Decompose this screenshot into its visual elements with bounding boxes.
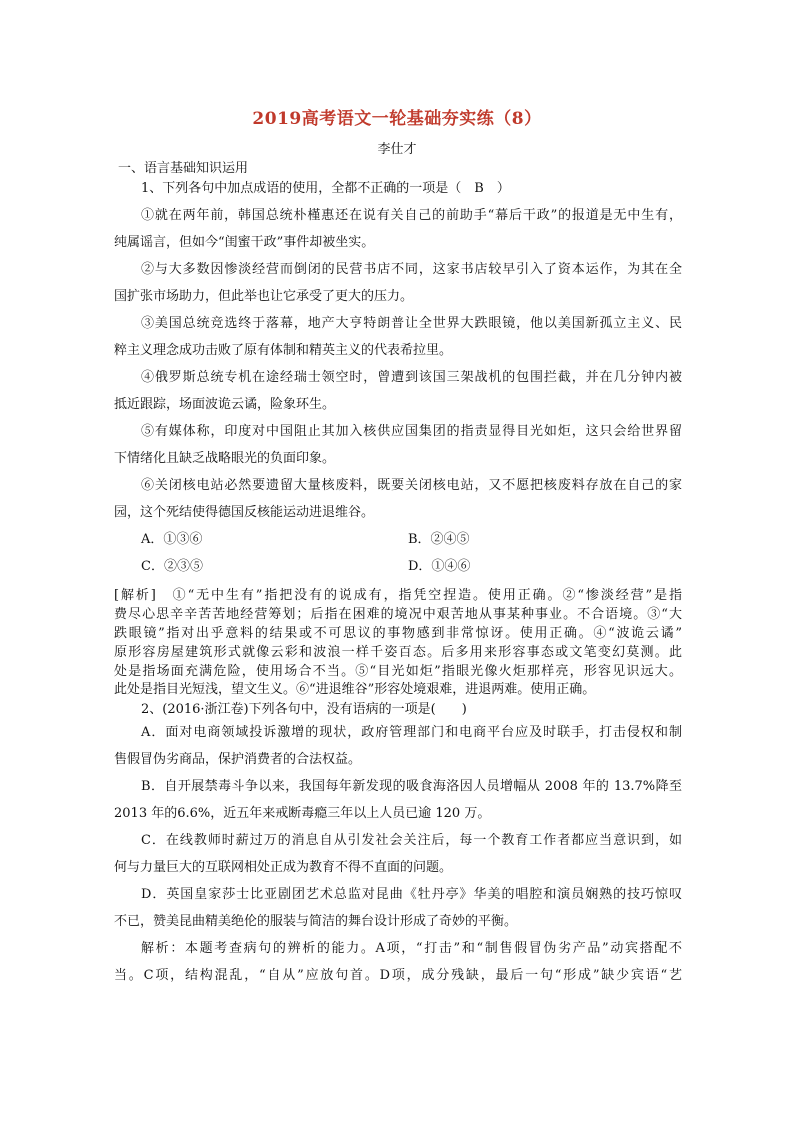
options-row-2 [141,553,682,580]
question-1-stem: 1、下列各句中加点成语的使用，全都不正确的一项是（ B ） [141,181,510,196]
question-1-item: ③美国总统竞选终于落幕，地产大亨特朗普让全世界大跌眼镜，他以美国新孤立主义、民 粹主义理念成功击败了原有体制和精英主义的代表希拉里。 [114,316,682,358]
question-1-item: ②与大多数因惨淡经营而倒闭的民营书店不同，这家书店较早引入了资本运作，为其在全 国扩张市场助力，但此举也让它承受了更大的压力。 [114,262,682,304]
question-2-analysis: 解析：本题考查病句的辨析的能力。A项，“打击”和“制售假冒伪劣产品”动宾搭配不 当。C项，结构混乱，“自从”应放句首。D项，成分残缺，最后一句“形成”缺少宾语“艺 [114,941,682,983]
option-b: B．②④⑤ [408,532,470,547]
question-1-item: ④俄罗斯总统专机在途经瑞士领空时，曾遭到该国三架战机的包围拦截，并在几分钟内被 抵近跟踪，场面波诡云谲，险象环生。 [114,370,682,412]
question-2-stem: 2、(2016·浙江卷)下列各句中，没有语病的一项是( ) [141,702,467,717]
question-2-option: B．自开展禁毒斗争以来，我国每年新发现的吸食海洛因人员增幅从 2008 年的 13.7%降至 2013 年的6.6%，近五年来戒断毒瘾三年以上人员已逾 120 万。 [114,779,682,821]
page-title: 2019高考语文一轮基础夯实练（8） [252,109,542,129]
question-1-item: ⑤有媒体称，印度对中国阻止其加入核供应国集团的指责显得目光如炬，这只会给世界留 下情绪化且缺乏战略眼光的负面印象。 [114,424,682,466]
question-1-item: ⑥关闭核电站必然要遗留大量核废料，既要关闭核电站，又不愿把核废料存放在自己的家 园，这个死结使得德国反核能运动进退维谷。 [114,478,682,520]
question-2-option: A．面对电商领域投诉激增的现状，政府管理部门和电商平台应及时联手，打击侵权和制 售假冒伪劣商品，保护消费者的合法权益。 [114,725,682,767]
question-2-option: C．在线教师时薪过万的消息自从引发社会关注后，每一个教育工作者都应当意识到，如 何与力量巨大的互联网相处正成为教育不得不直面的问题。 [114,833,682,875]
question-1-item: ①就在两年前，韩国总统朴槿惠还在说有关自己的前助手“幕后干政”的报道是无中生有， 纯属谣言，但如今“闺蜜干政”事件却被坐实。 [114,208,682,250]
section-heading: 一、语言基础知识运用 [118,161,249,176]
question-1-analysis: [解析] ①“无中生有”指把没有的说成有，指凭空捏造。使用正确。②“惨淡经营”是指 费尽心思辛辛苦苦地经营筹划；后指在困难的境况中艰苦地从事某种事业。不合语境。③“大 跌眼镜”指对出乎意料的结果或不可思议的事物感到非常惊讶。使用正确。④“波诡云谲” 原形容房屋建筑形式就像云彩和波浪一样千姿百态。后多用来形容事态或文笔变幻莫测。此 处是指场面充满危险，使用场合不当。⑤“目光如炬”指眼光像火炬那样亮，形容见识远大。 此处是指目光短浅，望文生义。⑥“进退维谷”形容处境艰难，进退两难。使用正确。 [114,588,682,697]
author: 李仕才 [377,142,417,157]
document-body [114,160,682,989]
option-d: D．①④⑥ [408,559,471,574]
options-row-1 [141,526,682,553]
question-2-option: D．英国皇家莎士比亚剧团艺术总监对昆曲《牡丹亭》华美的唱腔和演员娴熟的技巧惊叹 不已，赞美昆曲精美绝伦的服装与简洁的舞台设计形成了奇妙的平衡。 [114,887,682,929]
option-a: A．①③⑥ [141,532,203,547]
option-c: C．②③⑤ [141,559,203,574]
